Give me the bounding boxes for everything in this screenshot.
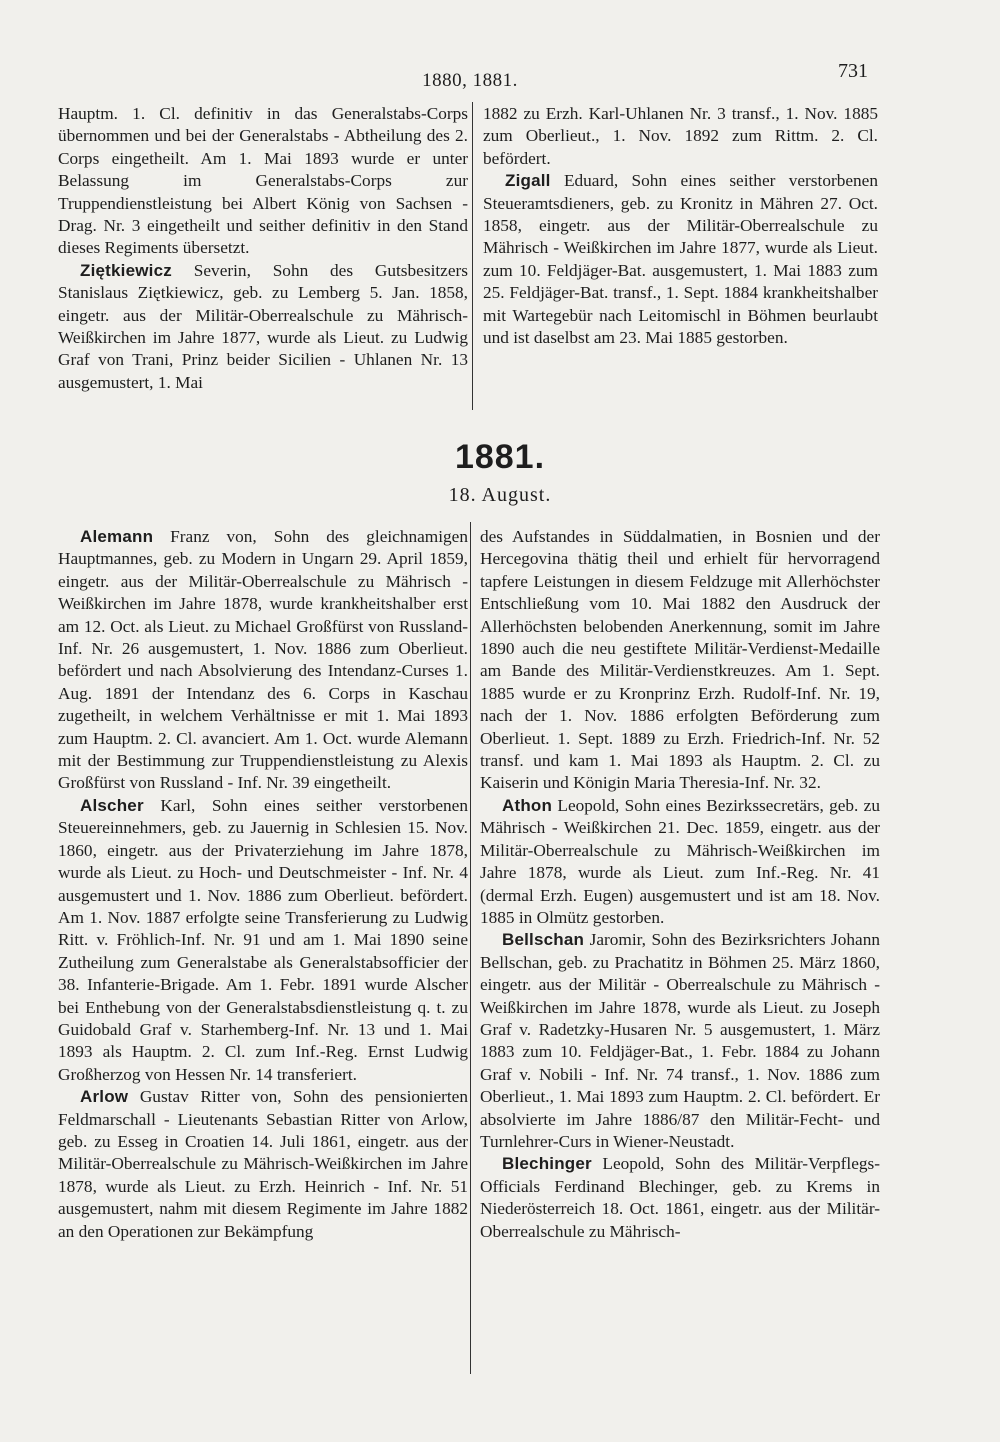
bottom-right-column xyxy=(480,526,880,1243)
biography-entry xyxy=(58,1086,468,1243)
entry-text: Leopold, Sohn eines Bezirkssecretärs, geb. zu Mährisch - Weißkirchen 21. Dec. 1859, eingetr. aus der Militär-Oberrealschule zu Mährisch-Weißkirchen im Jahre 1878, wurde als Lieut. zum Inf.-Reg. Nr. 41 (dermal Erzh. Eugen) ausgemustert und ist am 18. Nov. 1885 in Olmütz gestorben. xyxy=(480,795,880,927)
entry-text: Gustav Ritter von, Sohn des pensionierten Feldmarschall - Lieutenants Sebastian Ritter von Arlow, geb. zu Esseg in Croatien 14. Juli 1861, eingetr. aus der Militär-Oberrealschule zu Mährisch-Weißkirchen im Jahre 1878, wurde als Lieut. zu Erzh. Heinrich - Inf. Nr. 51 ausgemustert, nahm mit diesem Regimente im Jahre 1882 an den Operationen zur Bekämpfung xyxy=(58,1087,468,1241)
page-number: 731 xyxy=(838,60,868,82)
entry-name: Alscher xyxy=(80,795,144,815)
year-heading: 1881. xyxy=(454,438,546,476)
biography-entry xyxy=(480,795,880,929)
entry-name: Arlow xyxy=(80,1087,129,1107)
biography-entry xyxy=(58,260,468,394)
entry-text: Franz von, Sohn des gleichnamigen Hauptmannes, geb. zu Modern in Ungarn 29. April 1859, eingetr. aus der Militär-Oberrealschule zu Mährisch - Weißkirchen im Jahre 1878, wurde krankheitshalber erst am 12. Oct. als Lieut. zu Michael Großfürst von Russland-Inf. Nr. 26 ausgemustert, 1. Nov. 1886 zum Oberlieut. befördert und nach Absolvierung des Intendanz-Curses 1. Aug. 1891 der Intendanz des 6. Corps in Kaschau zugetheilt, in welchem Verhältnisse er mit 1. Mai 1893 zum Hauptm. 2. Cl. avanciert. Am 1. Oct. wurde Alemann mit der Bestimmung zur Truppendienstleistung zu Alexis Großfürst von Russland - Inf. Nr. 39 eingetheilt. xyxy=(58,527,468,793)
top-left-column xyxy=(58,103,468,394)
entry-text: Leopold, Sohn des Militär-Verpflegs-Officials Ferdinand Blechinger, geb. zu Krems in Niederösterreich 18. Oct. 1861, eingetr. aus der Militär-Oberrealschule zu Mährisch- xyxy=(480,1154,880,1241)
column-rule-bottom xyxy=(470,522,471,1374)
top-right-column xyxy=(483,103,878,349)
biography-entry xyxy=(58,526,468,795)
biography-entry xyxy=(480,1153,880,1243)
entry-text: Karl, Sohn eines seither verstorbenen Steuereinnehmers, geb. zu Jauernig in Schlesien 15. Nov. 1860, eingetr. aus der Privaterziehung im Jahre 1878, wurde als Lieut. zu Hoch- und Deutschmeister - Inf. Nr. 4 ausgemustert und 1. Nov. 1886 zum Oberlieut. befördert. Am 1. Nov. 1887 erfolgte seine Transferierung zu Ludwig Ritt. v. Fröhlich-Inf. Nr. 91 und am 1. Mai 1890 seine Zutheilung zum Generalstabe als Generalstabsofficier der 38. Infanterie-Brigade. Am 1. Febr. 1891 wurde Alscher bei Enthebung von der Generalstabsdienstleistung q. t. zu Guidobald Graf v. Starhemberg-Inf. Nr. 13 und 1. Mai 1893 als Hauptm. 2. Cl. zum Inf.-Reg. Ernst Ludwig Großherzog von Hessen Nr. 14 transferiert. xyxy=(58,795,468,1084)
continuation-paragraph: 1882 zu Erzh. Karl-Uhlanen Nr. 3 transf., 1. Nov. 1885 zum Oberlieut., 1. Nov. 1892 zum Rittm. 2. Cl. befördert. xyxy=(483,104,878,168)
entry-name: Athon xyxy=(502,795,553,815)
entry-text: Jaromir, Sohn des Bezirksrichters Johann Bellschan, geb. zu Prachatitz in Böhmen 25. März 1860, eingetr. aus der Militär - Oberrealschule zu Mährisch - Weißkirchen im Jahre 1878, wurde als Lieut. zu Joseph Graf v. Radetzky-Husaren Nr. 5 ausgemustert, 1. März 1883 zum 10. Feldjäger-Bat., 1. Febr. 1884 zu Johann Graf v. Nobili - Inf. Nr. 74 transf., 1. Nov. 1886 zum Oberlieut., 1. Mai 1893 zum Hauptm. 2. Cl. befördert. Er absolvierte im Jahre 1886/87 den Militär-Fecht- und Turnlehrer-Curs in Wiener-Neustadt. xyxy=(480,930,880,1151)
entry-name: Bellschan xyxy=(502,930,585,950)
continuation-paragraph: Hauptm. 1. Cl. definitiv in das Generalstabs-Corps übernommen und bei der Generalstabs - Abtheilung des 2. Corps eingetheilt. Am 1. Mai 1893 wurde er unter Belassung im Generalstabs-Corps zur Truppendienstleistung bei Albert König von Sachsen - Drag. Nr. 3 eingetheilt und seither definitiv in den Stand dieses Regiments übersetzt. xyxy=(58,104,468,258)
biography-entry xyxy=(480,929,880,1153)
date-heading: 18. August. xyxy=(448,484,552,506)
continuation-paragraph: des Aufstandes in Süddalmatien, in Bosnien und der Hercegovina thätig theil und erhielt für hervorragend tapfere Leistungen in diesem Feldzuge mit Allerhöchster Entschließung vom 10. Mai 1882 den Ausdruck der Allerhöchsten belobenden Anerkennung, somit im Jahre 1890 auch die neu gestiftete Militär-Verdienst-Medaille am Bande des Militär-Verdienstkreuzes. Am 1. Sept. 1885 wurde er zu Kronprinz Erzh. Rudolf-Inf. Nr. 19, nach der 1. Nov. 1886 erfolgten Beförderung zum Oberlieut. 1. Sept. 1889 zu Erzh. Friedrich-Inf. Nr. 52 transf. und kam 1. Mai 1893 als Hauptm. 2. Cl. zu Kaiserin und Königin Maria Theresia-Inf. Nr. 32. xyxy=(480,527,880,793)
biography-entry xyxy=(58,795,468,1086)
running-head: 1880, 1881. xyxy=(422,70,518,91)
entry-text: Severin, Sohn des Gutsbesitzers Stanislaus Ziętkiewicz, geb. zu Lemberg 5. Jan. 1858, eingetr. aus der Militär-Oberrealschule zu Mährisch-Weißkirchen im Jahre 1877, wurde als Lieut. zu Ludwig Graf von Trani, Prinz beider Sicilien - Uhlanen Nr. 13 ausgemustert, 1. Mai xyxy=(58,260,468,392)
biography-entry xyxy=(483,170,878,349)
entry-text: Eduard, Sohn eines seither verstorbenen Steueramtsdieners, geb. zu Kronitz in Mähren 27. Oct. 1858, eingetr. aus der Militär-Oberrealschule zu Mährisch - Weißkirchen im Jahre 1877, wurde als Lieut. zum 10. Feldjäger-Bat. ausgemustert, 1. Mai 1883 zum 25. Feldjäger-Bat. transf., 1. Sept. 1884 krankheitshalber mit Wartegebür nach Leitomischl in Böhmen beurlaubt und ist daselbst am 23. Mai 1885 gestorben. xyxy=(483,171,878,348)
entry-name: Blechinger xyxy=(502,1154,592,1174)
entry-name: Zigall xyxy=(505,171,551,191)
entry-name: Ziętkiewicz xyxy=(80,260,172,280)
bottom-left-column xyxy=(58,526,468,1243)
column-rule-top xyxy=(472,102,473,410)
entry-name: Alemann xyxy=(80,527,154,546)
